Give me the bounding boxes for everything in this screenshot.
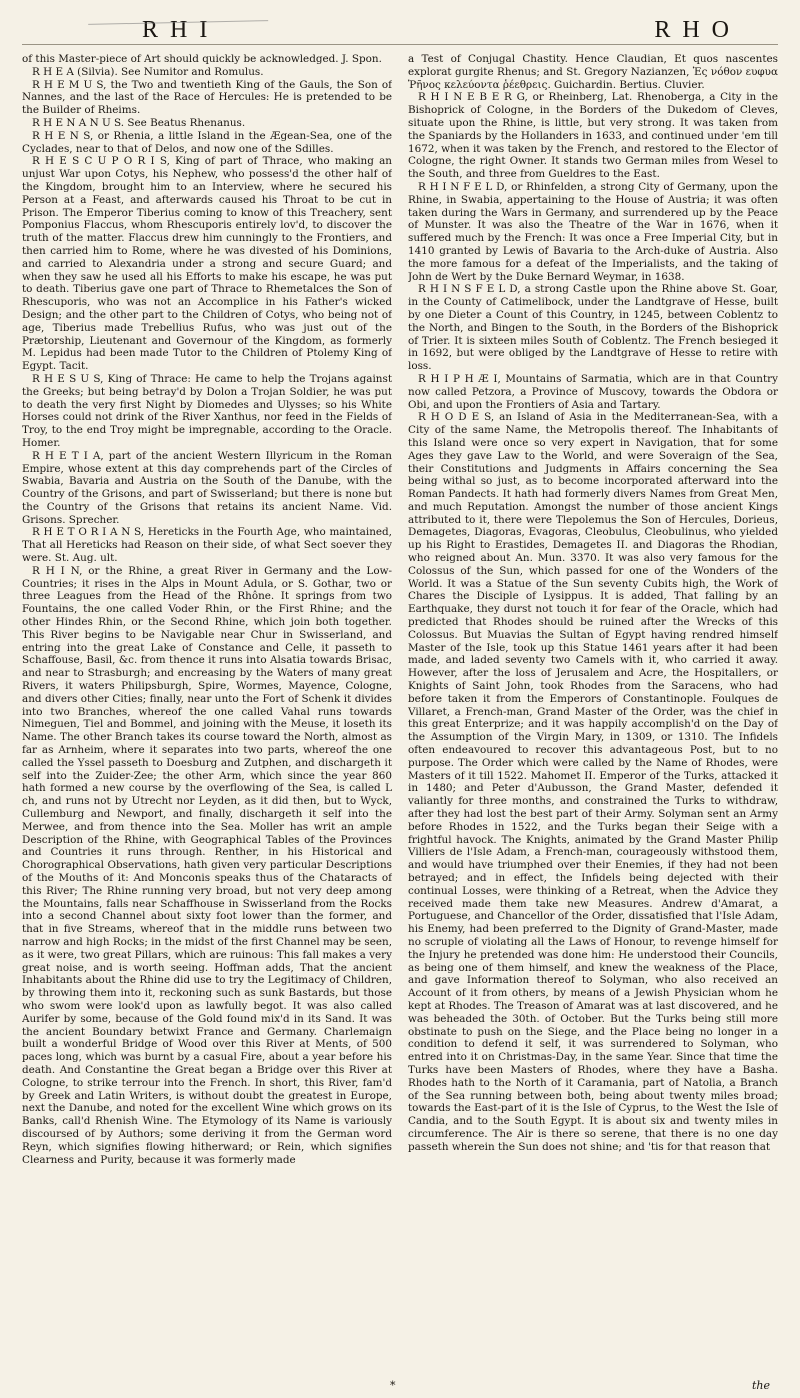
entry-rhinfeld: R H I N F E L D, or Rhinfelden, a strong City of Germany, upon the Rhine, in Swabia, appertaining to the House of Austria; it was often taken during the Wars in Germany, and surrendered up by the Peace of Munster. It was also the Theatre of the War in 1676, when it suffered much by the French: It was once a Free Imperial City, but in 1410 granted by Lewis of Bavaria to the Arch-duke of Austria. Also the more famous for a defeat of the Imperialists, and the taking of John de Wert by the Duke Bernard Weymar, in 1638. xyxy=(408,180,778,283)
entry-rhetorians: R H E T O R I A N S, Hereticks in the Fourth Age, who maintained, That all Hereticks had Reason on their side, of what Sect soever they were. St. Aug. ult. xyxy=(22,526,392,565)
running-head-right: R H O xyxy=(654,17,732,43)
entry-rhenanus: R H E N A N U S. See Beatus Rhenanus. xyxy=(32,116,246,129)
left-column xyxy=(22,53,392,1166)
entry-riphaei: R H I P H Æ I, Mountains of Sarmatia, which are in that Country now called Petzora, a Province of Muscovy, towards the Obdora or Obi, and upon the Frontiers of Asia and Tartary. xyxy=(408,372,778,411)
entry-rhens: R H E N S, or Rhenia, a little Island in the Ægean-Sea, one of the Cyclades, near to that of Delos, and now one of the Sdilles. xyxy=(22,129,392,155)
signature-mark: * xyxy=(390,1379,396,1392)
entry-rhinsfeld: R H I N S F E L D, a strong Castle upon the Rhine above St. Goar, in the County of Catimelibock, under the Landtgrave of Hesse, built by one Dieter a Count of this Country, in 1245, between Coblentz to the North, and Bingen to the South, in the Borders of the Bishoprick of Trier. It is sixteen miles South of Coblentz. The French besieged it in 1692, but were obliged by the Landtgrave of Hesse to retire with loss. xyxy=(408,283,778,373)
entry-rhesus: R H E S U S, King of Thrace: He came to help the Trojans against the Greeks; but being betray'd by Dolon a Trojan Soldier, he was put to death the very first Night by Diomedes and Ulysses; so his White Horses could not drink of the River Xanthus, nor feed in the Fields of Troy, to the end Troy might be impregnable, according to the Oracle. Homer. xyxy=(22,372,392,449)
running-head-left: R H I xyxy=(142,17,211,43)
entry-rhineberg: R H I N E B E R G, or Rheinberg, Lat. Rhenoberga, a City in the Bishoprick of Cologne, in the Borders of the Dukedom of Cleves, situate upon the Rhine, is little, but very strong. It was taken from the Spaniards by the Hollanders in 1633, and continued under 'em till 1672, when it was taken by the French, and restored to the Elector of Cologne, the right Owner. It stands two German miles from Wesel to the South, and three from Gueldres to the East. xyxy=(408,91,778,181)
entry-rhea: R H E A (Silvia). See Numitor and Romulus. xyxy=(32,65,264,78)
entry-rhin: R H I N, or the Rhine, a great River in Germany and the Low-Countries; it rises in the Alps in Mount Adula, or S. Gothar, two or three Leagues from the Head of the Rhône. It springs from two Fountains, the one called Voder Rhin, or the First Rhine; and the other Hindes Rhin, or the Second Rhine, which join both together. This River begins to be Navigable near Chur in Swisserland, and entring into the great Lake of Constance and Celle, it passeth to Schaffouse, Basil, &c. from thence it runs into Alsatia towards Brisac, and near to Strasburgh; and encreasing by the Waters of many great Rivers, it waters Philipsburgh, Spire, Wormes, Mayence, Cologne, and divers other Cities; finally, near unto the Fort of Schenk it divides into two Branches, whereof the one called Vahal runs towards Nimeguen, Tiel and Bommel, and joining with the Meuse, it loseth its Name. The other Branch takes its course toward the North, almost as far as Arnheim, where it separates into two parts, whereof the one called the Yssel passeth to Doesburg and Zutphen, and dischargeth it self into the Zuider-Zee; the other Arm, which since the year 860 hath formed a new course by the overflowing of the Sea, is called L ch, and runs not by Utrecht nor Leyden, as it did then, but to Wyck, Cullemburg and Newport, and finally, dischargeth it self into the Merwee, and from thence into the Sea. Moller has writ an ample Description of the Rhine, with Geographical Tables of the Provinces and Countries it runs through. Renther, in his Historical and Chorographical Observations, hath given very particular Descriptions of the Mouths of it: And Monconis speaks thus of the Chataracts of this River; The Rhine running very broad, but not very deep among the Mountains, falls near Schaffhouse in Swisserland from the Rocks into a second Channel about sixty foot lower than the former, and that in five Streams, whereof that in the middle runs between two narrow and high Rocks; in the midst of the first Channel may be seen, as it were, two great Pillars, which are ruinous: This fall makes a very great noise, and is worth seeing. Hoffman adds, That the ancient Inhabitants about the Rhine did use to try the Legitimacy of Children, by throwing them into it, reckoning such as sunk Bastards, but those who swom were look'd upon as lawfully begot. It was also called Aurifer by some, because of the Gold found mix'd in its Sand. It was the ancient Boundary betwixt France and Germany. Charlemaign built a wonderful Bridge of Wood over this River at Ments, of 500 paces long, which was burnt by a casual Fire, about a year before his death. And Constantine the Great began a Bridge over this River at Cologne, to strike terrour into the French. In short, this River, fam'd by Greek and Latin Writers, is without doubt the greatest in Europe, next the Danube, and noted for the excellent Wine which grows on its Banks, call'd Rhenish Wine. The Etymology of its Name is variously discoursed of by Authors; some deriving it from the German word Reyn, which signifies flowing hitherward; or Rein, which signifies Clearness and Purity, because it was formerly made xyxy=(22,564,392,1166)
entry-rhescuporis: R H E S C U P O R I S, King of part of Thrace, who making an unjust War upon Cotys, his Nephew, who possess'd the other half of the Kingdom, brought him to an Interview, where he secured his Person at a Feast, and afterwards caused his Throat to be cut in Prison. The Emperor Tiberius coming to know of this Treachery, sent Pomponius Flaccus, whom Rhescuporis entirely lov'd, to discover the truth of the matter. Flaccus drew him cunningly to the Frontiers, and then carried him to Rome, where he was divested of his Dominions, and carried to Alexandria under a strong and secure Guard; and when they saw he used all his Efforts to make his escape, he was put to death. Tiberius gave one part of Thrace to Rhemetalces the Son of Rhescuporis, who was not an Accomplice in his Father's wicked Design; and the other part to the Children of Cotys, who being not of age, Tiberius made Trebellius Rufus, who was just out of the Prætorship, Lieutenant and Governour of the Kingdom, as formerly M. Lepidus had been made Tutor to the Children of Ptolemy King of Egypt. Tacit. xyxy=(22,155,392,373)
entry-rhin-continuation: a Test of Conjugal Chastity. Hence Claudian, Et quos nascentes explorat gurgite Rhenus; and St. Gregory Nazianzen, Ἐς νόθον ευφυα Ῥῆνος κελεύοντα ῥέεθρεις. Guichardin. Bertius. Cluvier. xyxy=(408,53,778,91)
entry-rhetia: R H E T I A, part of the ancient Western Illyricum in the Roman Empire, whose extent at this day comprehends part of the Circles of Swabia, Bavaria and Austria on the South of the Danube, with the Country of the Grisons, and part of Swisserland; but there is none but the Country of the Grisons that retains its ancient Name. Vid. Grisons. Sprecher. xyxy=(22,449,392,526)
scan-artifact xyxy=(88,2,268,25)
entry-rhodes: R H O D E S, an Island of Asia in the Mediterranean-Sea, with a City of the same Name, the Metropolis thereof. The Inhabitants of this Island were once so very expert in Navigation, that for some Ages they gave Law to the World, and were Soveraign of the Sea, their Constitutions and Judgments in Affairs concerning the Sea being withal so just, as to become incorporated afterward into the Roman Pandects. It hath had formerly divers Names from Great Men, and much Reputation. Amongst the number of those ancient Kings attributed to it, there were Tlepolemus the Son of Hercules, Dorieus, Demagetes, Diagoras, Evagoras, Cleobulus, Cleobulinus, who yielded up his Right to Erastides, Demagetes II. and Diagoras the Rhodian, who reigned about An. Mun. 3370. It was also very famous for the Colossus of the Sun, which passed for one of the Wonders of the World. It was a Statue of the Sun seventy Cubits high, the Work of Chares the Disciple of Lysippus. It is added, That falling by an Earthquake, they durst not touch it for fear of the Oracle, which had predicted that Rhodes should be ruined after the Wrecks of this Colossus. But Muavias the Sultan of Egypt having rendred himself Master of the Isle, took up this Statue 1461 years after it had been made, and laded seventy two Camels with it, who carried it away. However, after the loss of Jerusalem and Acre, the Hospitallers, or Knights of Saint John, took Rhodes from the Saracens, who had before taken it from the Emperors of Constantinople. Foulques de Villaret, a French-man, Grand Master of the Order, was the chief in this great Enterprize; and it was happily accomplish'd on the Day of the Assumption of the Virgin Mary, in 1309, or 1310. The Infidels often endeavoured to recover this advantageous Post, but to no purpose. The Order which were called by the Name of Rhodes, were Masters of it till 1522. Mahomet II. Emperor of the Turks, attacked it in 1480; and Peter d'Aubusson, the Grand Master, defended it valiantly for three months, and constrained the Turks to withdraw, after they had lost the best part of their Army. Solyman sent an Army before Rhodes in 1522, and the Turks began their Seige with a frightful havock. The Knights, animated by the Grand Master Philip Villiers de l'Isle Adam, a French-man, courageously withstood them, and would have triumphed over their Enemies, if they had not been betrayed; and in effect, the Infidels being dejected with their continual Losses, were thinking of a Retreat, when the Advice they received made them take new Measures. Andrew d'Amarat, a Portuguese, and Chancellor of the Order, dissatisfied that l'Isle Adam, his Enemy, had been preferred to the Dignity of Grand-Master, made no scruple of violating all the Laws of Honour, to revenge himself for the Injury he pretended was done him: He understood their Councils, as being one of them himself, and knew the weakness of the Place, and gave Information thereof to Solyman, who also received an Account of it from others, by means of a Jewish Physician whom he kept at Rhodes. The Treason of Amarat was at last discovered, and he was beheaded the 30th. of October. But the Turks being still more obstinate to push on the Siege, and the Place being no longer in a condition to defend it self, it was surrendered to Solyman, who entred into it on Christmas-Day, in the same Year. Since that time the Turks have been Masters of Rhodes, where they have a Basha. Rhodes hath to the North of it Caramania, part of Natolia, a Branch of the Sea running between both, being about twenty miles broad; towards the East-part of it is the Isle of Cyprus, to the West the Isle of Candia, and to the South Egypt. It is about six and twenty miles in circumference. The Air is there so serene, that there is no one day passeth wherein the Sun does not shine; and 'tis for that reason that xyxy=(408,411,778,1153)
text-columns xyxy=(22,53,778,1166)
entry-rhemus: R H E M U S, the Two and twentieth King of the Gauls, the Son of Nannes, and the last of the Race of Hercules: He is pretended to be the Builder of Rheims. xyxy=(22,78,392,117)
entry-continuation: of this Master-piece of Art should quickly be acknowledged. J. Spon. xyxy=(22,53,382,65)
right-column xyxy=(408,53,778,1166)
catchword: the xyxy=(751,1379,770,1392)
